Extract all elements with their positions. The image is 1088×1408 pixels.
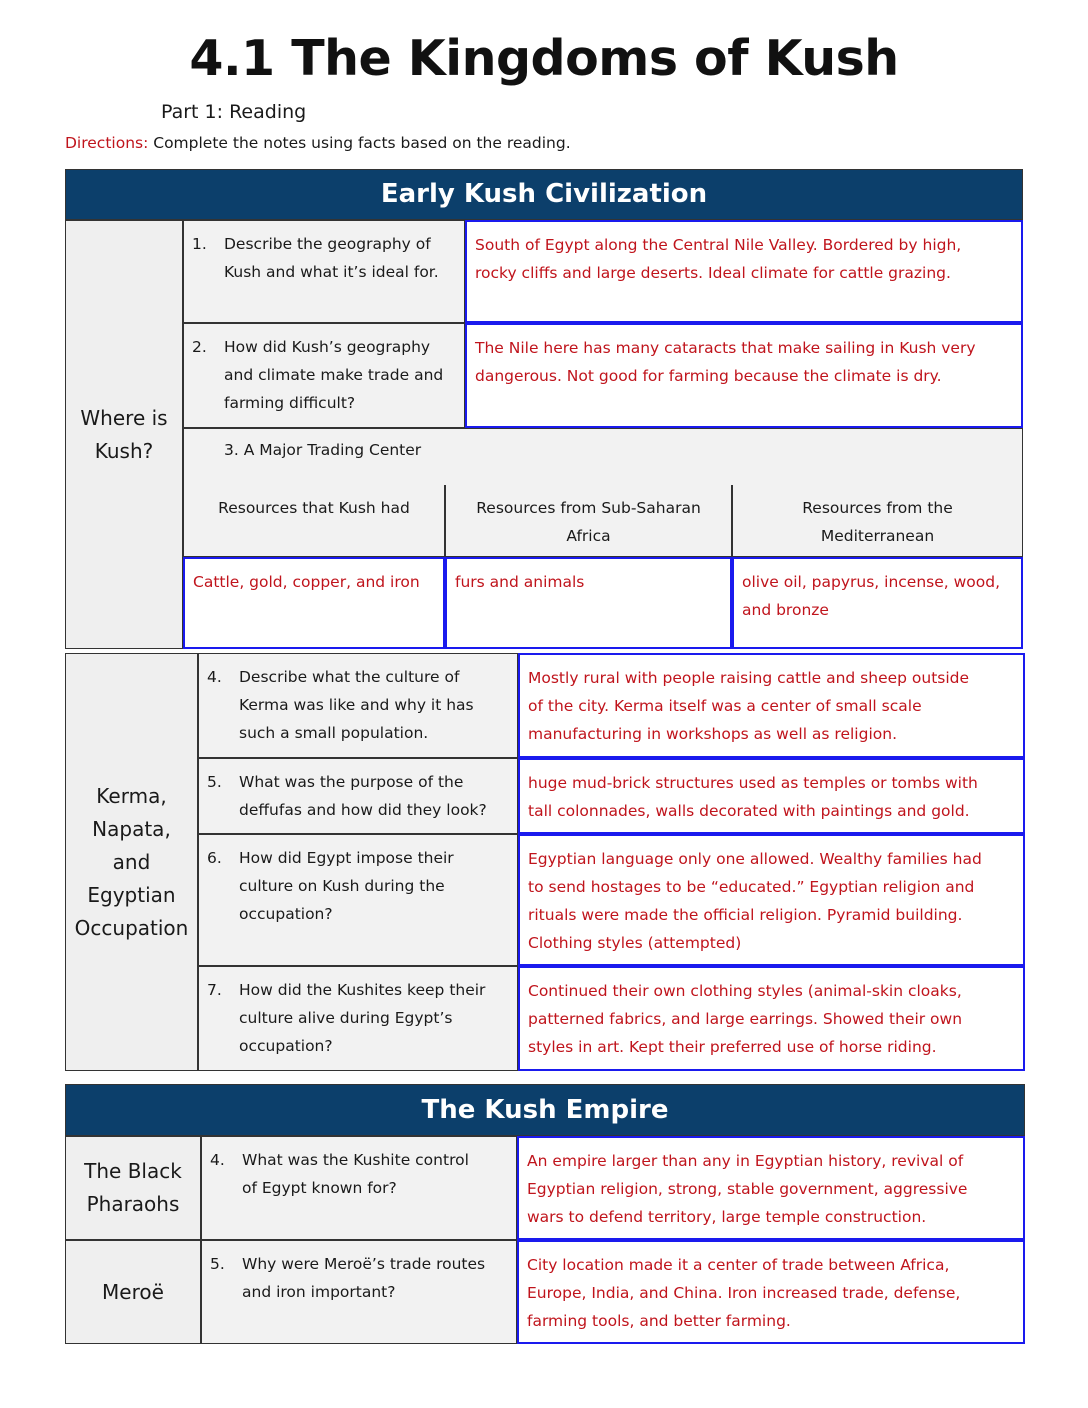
answer-cell-1[interactable] [465, 220, 1023, 323]
answer-line: Europe, India, and China. Iron increased trade, defense, [527, 1284, 961, 1302]
resources-header-kush [183, 485, 445, 557]
question-number: 2. [192, 338, 207, 356]
question-line: What was the purpose of the [239, 773, 464, 791]
answer-line: olive oil, papyrus, incense, wood, [742, 573, 1001, 591]
question-cell-1 [183, 220, 465, 323]
side-label-line: Kerma, [96, 783, 167, 808]
question-cell-4 [198, 653, 518, 758]
answer-line: manufacturing in workshops as well as religion. [528, 725, 897, 743]
answer-cell-empire-4[interactable] [517, 1136, 1025, 1240]
side-label-line: Where is [80, 405, 168, 430]
header-line: Resources that Kush had [218, 499, 410, 517]
answer-line: South of Egypt along the Central Nile Valley. Bordered by high, [475, 236, 962, 254]
side-label-line: Kush? [94, 438, 154, 463]
answer-line: furs and animals [455, 573, 585, 591]
answer-cell-5[interactable] [518, 758, 1025, 834]
side-label-where-is-kush [65, 220, 183, 649]
question-cell-5 [198, 758, 518, 834]
question-cell-2 [183, 323, 465, 428]
question-line: How did the Kushites keep their [239, 981, 486, 999]
answer-line: Continued their own clothing styles (animal-skin cloaks, [528, 982, 962, 1000]
resources-header-mediterranean [732, 485, 1023, 557]
answer-cell-7[interactable] [518, 966, 1025, 1071]
header-line: Africa [566, 527, 611, 545]
question-cell-empire-4 [201, 1136, 517, 1240]
answer-line: rituals were made the official religion. Pyramid building. [528, 906, 963, 924]
section-banner-kush-empire: The Kush Empire [65, 1084, 1025, 1136]
question-line: Kush and what it’s ideal for. [224, 263, 439, 281]
answer-line: An empire larger than any in Egyptian history, revival of [527, 1152, 964, 1170]
answer-line: Egyptian religion, strong, stable government, aggressive [527, 1180, 968, 1198]
answer-line: Cattle, gold, copper, and iron [193, 573, 420, 591]
question-line: occupation? [239, 905, 333, 923]
answer-line: dangerous. Not good for farming because the climate is dry. [475, 367, 942, 385]
question-number: 7. [207, 981, 222, 999]
question-cell-7 [198, 966, 518, 1071]
answer-line: Egyptian language only one allowed. Wealthy families had [528, 850, 982, 868]
answer-line: to send hostages to be “educated.” Egyptian religion and [528, 878, 975, 896]
side-label-kerma-napata [65, 653, 198, 1071]
question-line: culture on Kush during the [239, 877, 445, 895]
answer-line: rocky cliffs and large deserts. Ideal climate for cattle grazing. [475, 264, 951, 282]
side-label-meroe [65, 1240, 201, 1344]
question-number: 4. [207, 668, 222, 686]
question-line: and climate make trade and [224, 366, 444, 384]
answer-line: of the city. Kerma itself was a center of small scale [528, 697, 922, 715]
directions [65, 134, 571, 152]
question-line: such a small population. [239, 724, 429, 742]
directions-text: Complete the notes using facts based on the reading. [148, 134, 571, 152]
answer-line: City location made it a center of trade between Africa, [527, 1256, 950, 1274]
section-banner-early-kush: Early Kush Civilization [65, 169, 1023, 220]
answer-cell-2[interactable] [465, 323, 1023, 428]
answer-line: farming tools, and better farming. [527, 1312, 791, 1330]
answer-line: The Nile here has many cataracts that make sailing in Kush very [475, 339, 976, 357]
answer-line: huge mud-brick structures used as temples or tombs with [528, 774, 978, 792]
header-line: Resources from the [802, 499, 953, 517]
answer-cell-resources-kush[interactable] [183, 557, 445, 649]
side-label-line: Egyptian [87, 882, 176, 907]
question-line: Describe what the culture of [239, 668, 460, 686]
question-cell-6 [198, 834, 518, 966]
question-line: Why were Meroë’s trade routes [242, 1255, 486, 1273]
header-line: Mediterranean [820, 527, 935, 545]
question-line: farming difficult? [224, 394, 356, 412]
answer-cell-empire-5[interactable] [517, 1240, 1025, 1344]
question-line: culture alive during Egypt’s [239, 1009, 453, 1027]
question-line: How did Kush’s geography [224, 338, 431, 356]
question-line: Kerma was like and why it has [239, 696, 474, 714]
side-label-line: Pharaohs [86, 1192, 180, 1216]
answer-line: Mostly rural with people raising cattle and sheep outside [528, 669, 970, 687]
page-title: 4.1 The Kingdoms of Kush [189, 30, 899, 87]
side-label-line: Meroë [102, 1279, 164, 1304]
question-number: 4. [210, 1151, 225, 1169]
question-line: of Egypt known for? [242, 1179, 397, 1197]
answer-line: tall colonnades, walls decorated with paintings and gold. [528, 802, 970, 820]
question-line: 3. A Major Trading Center [224, 441, 422, 459]
side-label-line: The Black [84, 1159, 182, 1183]
question-line: deffufas and how did they look? [239, 801, 487, 819]
answer-line: wars to defend territory, large temple construction. [527, 1208, 927, 1226]
page-subtitle: Part 1: Reading [161, 101, 307, 123]
question-number: 1. [192, 235, 207, 253]
answer-cell-6[interactable] [518, 834, 1025, 966]
answer-line: styles in art. Kept their preferred use of horse riding. [528, 1038, 937, 1056]
question-line: Describe the geography of [224, 235, 431, 253]
answer-line: Clothing styles (attempted) [528, 934, 742, 952]
question-line: What was the Kushite control [242, 1151, 469, 1169]
header-line: Resources from Sub-Saharan [476, 499, 701, 517]
answer-line: and bronze [742, 601, 829, 619]
side-label-line: and [112, 849, 151, 874]
resources-header-sub-saharan [445, 485, 732, 557]
question-line: and iron important? [242, 1283, 396, 1301]
question-line: occupation? [239, 1037, 333, 1055]
answer-cell-resources-sub-saharan[interactable] [445, 557, 732, 649]
question-number: 6. [207, 849, 222, 867]
question-cell-empire-5 [201, 1240, 517, 1344]
answer-line: patterned fabrics, and large earrings. Showed their own [528, 1010, 963, 1028]
question-number: 5. [210, 1255, 225, 1273]
question-cell-3 [183, 428, 1023, 485]
directions-label: Directions: [65, 134, 149, 152]
answer-cell-4[interactable] [518, 653, 1025, 758]
side-label-line: Napata, [92, 816, 171, 841]
question-line: How did Egypt impose their [239, 849, 454, 867]
side-label-line: Occupation [74, 915, 189, 940]
answer-cell-resources-mediterranean[interactable] [732, 557, 1023, 649]
question-number: 5. [207, 773, 222, 791]
side-label-black-pharaohs [65, 1136, 201, 1240]
